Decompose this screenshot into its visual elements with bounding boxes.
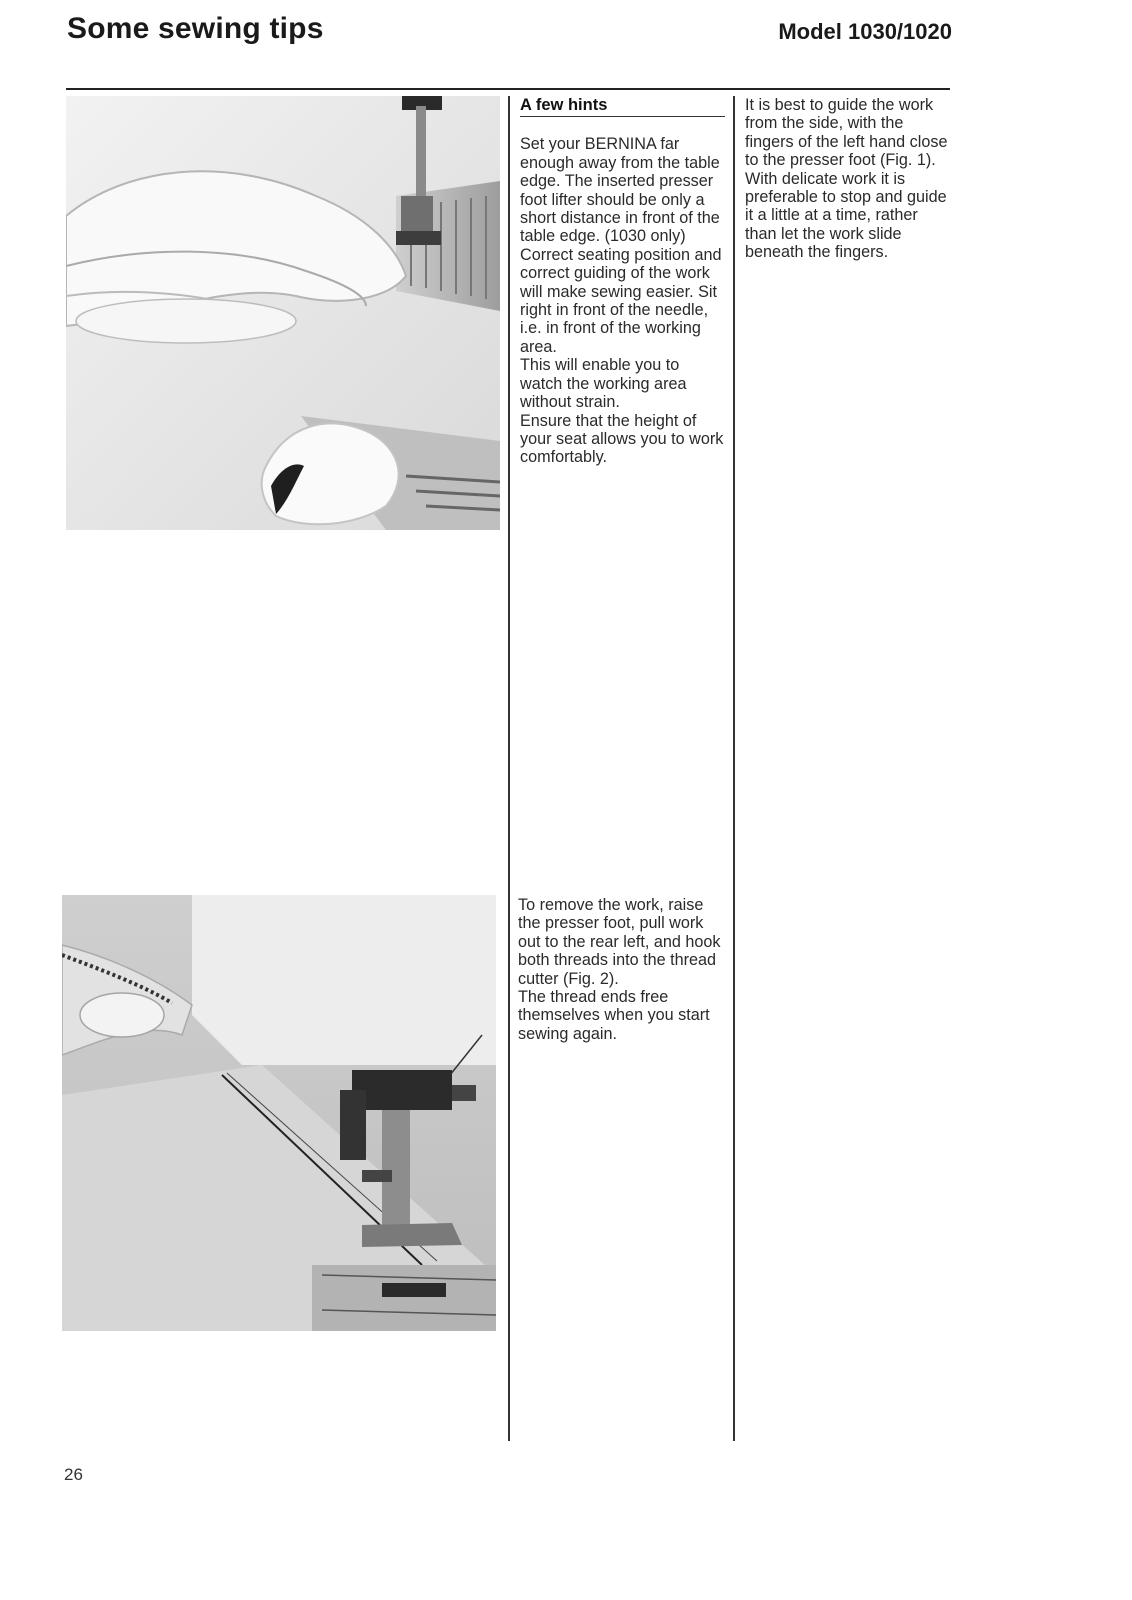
guiding-paragraph: With delicate work it is preferable to stop and guide it a little at a time, rather than let the work slide beneath the fingers. — [745, 169, 947, 262]
remove-paragraph: To remove the work, raise the presser foot, pull work out to the rear left, and hook both threads into the thread cutter (Fig. 2). — [518, 896, 721, 988]
guiding-column — [745, 96, 950, 262]
column-divider-left — [508, 96, 510, 1441]
remove-paragraph: The thread ends free themselves when you start sewing again. — [518, 988, 710, 1043]
page-number: 26 — [64, 1465, 83, 1484]
column-divider-right — [733, 96, 735, 1441]
remove-work-column — [518, 896, 728, 1043]
figure-2-photo — [62, 895, 496, 1331]
model-label: Model 1030/1020 — [778, 19, 952, 44]
hints-column — [520, 96, 725, 467]
page-title: Some sewing tips — [67, 12, 324, 45]
hint-paragraph: This will enable you to watch the working area without strain. — [520, 356, 687, 412]
hint-paragraph: Set your BERNINA far enough away from the table edge. The inserted presser foot lifter should be only a short distance in front of the table edge. (1030 only) — [520, 135, 720, 246]
header-rule — [66, 88, 950, 90]
guiding-paragraph: It is best to guide the work from the side, with the fingers of the left hand close to the presser foot (Fig. 1). — [745, 96, 948, 170]
hints-heading: A few hints — [520, 96, 725, 117]
hint-paragraph: Correct seating position and correct guiding of the work will make sewing easier. Sit right in front of the needle, i.e. in front of the working area. — [520, 245, 722, 356]
figure-1-photo — [66, 96, 500, 530]
hint-paragraph: Ensure that the height of your seat allows you to work comfortably. — [520, 411, 724, 467]
